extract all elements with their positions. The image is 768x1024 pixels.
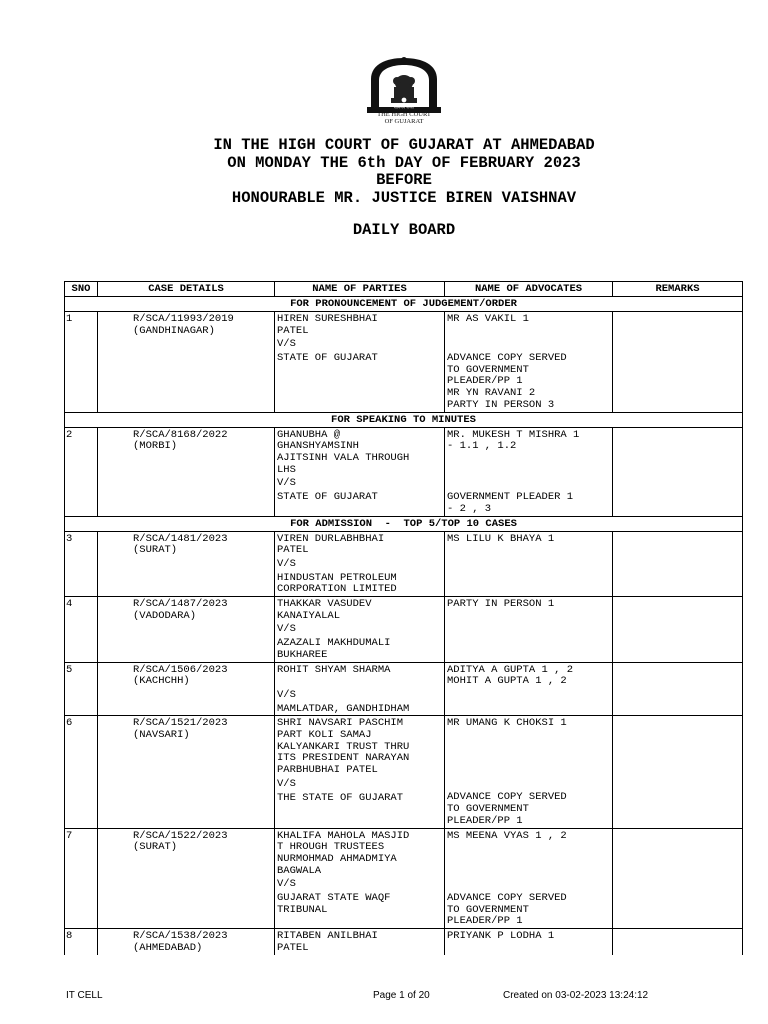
blank-line	[447, 765, 612, 777]
remarks	[613, 929, 742, 954]
text-line: BUKHAREE	[277, 648, 328, 661]
case-details	[98, 716, 275, 827]
blank-line	[447, 753, 612, 765]
text-line: R/SCA/1506/2023	[133, 663, 228, 676]
text-line: THE STATE OF GUJARAT	[277, 791, 404, 804]
justice-heading: HONOURABLE MR. JUSTICE BIREN VAISHNAV	[231, 189, 577, 207]
blank-line	[447, 478, 612, 490]
text-line: PART KOLI SAMAJ	[277, 729, 372, 742]
blank-line	[447, 573, 612, 585]
col-header-remarks: REMARKS	[655, 283, 700, 295]
blank-line	[447, 453, 612, 465]
text-line: 6	[66, 717, 73, 730]
text-line: BAGWALA	[277, 864, 322, 877]
col-header-case-details: CASE DETAILS	[98, 282, 275, 296]
text-line: STATE OF GUJARAT	[277, 491, 378, 504]
text-line: 2	[66, 428, 73, 441]
table-row	[65, 829, 742, 930]
text-line: V/S	[277, 878, 296, 891]
table-row	[65, 663, 742, 717]
text-line: 1	[66, 313, 73, 325]
text-line: (VADODARA)	[133, 609, 197, 622]
blank-line	[277, 377, 444, 389]
text-line: R/SCA/1522/2023	[133, 829, 228, 842]
blank-line	[277, 917, 444, 929]
text-line	[277, 676, 444, 688]
text-line: GHANUBHA @	[277, 428, 341, 441]
text-line: (SURAT)	[133, 841, 178, 854]
case-sno	[65, 829, 98, 929]
text-line: PARTY IN PERSON 1	[447, 598, 555, 611]
text-line: MS LILU K BHAYA 1	[447, 532, 555, 545]
case-details	[98, 929, 275, 954]
text-line: V/S	[277, 777, 296, 790]
svg-text:सत्यमेव जयते: सत्यमेव जयते	[394, 104, 414, 110]
text-line: 7	[66, 829, 73, 842]
advocate-names	[445, 428, 613, 516]
blank-line	[447, 465, 612, 477]
case-sno	[65, 929, 98, 954]
section-heading: FOR ADMISSION - TOP 5/TOP 10 CASES	[65, 517, 742, 532]
text-line: R/SCA/1481/2023	[133, 532, 228, 545]
text-line: TO GOVERNMENT	[447, 903, 529, 916]
party-names	[275, 829, 445, 929]
party-names	[275, 428, 445, 516]
case-sno	[65, 663, 98, 716]
text-line: PATEL	[277, 324, 309, 337]
section-heading: FOR PRONOUNCEMENT OF JUDGEMENT/ORDER	[65, 297, 742, 312]
footer-created-on: Created on 03-02-2023 13:24:12	[503, 990, 649, 1001]
text-line: GHANSHYAMSINH	[277, 440, 359, 453]
text-line: SHRI NAVSARI PASCHIM	[277, 717, 404, 730]
blank-line	[447, 638, 612, 650]
text-line: MAMLATDAR, GANDHIDHAM	[277, 702, 410, 715]
text-line: STATE OF GUJARAT	[277, 352, 378, 365]
party-names	[275, 532, 445, 597]
text-line: - 2 , 3	[447, 502, 492, 515]
footer-department: IT CELL	[66, 990, 103, 1001]
text-line: TO GOVERNMENT	[447, 363, 529, 376]
blank-line	[447, 879, 612, 891]
text-line: R/SCA/1538/2023	[133, 930, 228, 943]
text-line: THAKKAR VASUDEV	[277, 598, 372, 611]
text-line: LHS	[277, 463, 296, 476]
remarks	[613, 312, 742, 412]
blank-line	[447, 650, 612, 662]
case-sno	[65, 716, 98, 827]
text-line: PARTY IN PERSON 3	[447, 398, 555, 411]
text-line: ADITYA A GUPTA 1 , 2	[447, 663, 574, 676]
text-line: V/S	[277, 623, 296, 636]
blank-line	[447, 611, 612, 623]
advocate-names	[445, 716, 613, 827]
text-line: MR UMANG K CHOKSI 1	[447, 717, 567, 730]
text-line: (MORBI)	[133, 440, 178, 453]
text-line: GOVERNMENT PLEADER 1	[447, 491, 574, 504]
case-sno	[65, 312, 98, 412]
blank-line	[447, 545, 612, 557]
section-heading: FOR SPEAKING TO MINUTES	[65, 413, 742, 428]
text-line: KANAIYALAL	[277, 609, 341, 622]
table-row	[65, 312, 742, 413]
blank-line	[277, 365, 444, 377]
remarks	[613, 597, 742, 662]
text-line: MR. MUKESH T MISHRA 1	[447, 428, 580, 441]
advocate-names	[445, 312, 613, 412]
before-heading: BEFORE	[376, 171, 432, 189]
text-line: PATEL	[277, 941, 309, 954]
advocate-names	[445, 929, 613, 954]
text-line: NURMOHMAD AHMADMIYA	[277, 853, 397, 866]
text-line: KALYANKARI TRUST THRU	[277, 740, 410, 753]
text-line: TRIBUNAL	[277, 903, 328, 916]
blank-line	[447, 854, 612, 866]
case-sno	[65, 597, 98, 662]
text-line: 8	[66, 930, 73, 943]
case-details	[98, 829, 275, 929]
text-line: MR AS VAKIL 1	[447, 313, 529, 325]
text-line: ADVANCE COPY SERVED	[447, 791, 567, 804]
text-line: VIREN DURLABHBHAI	[277, 532, 385, 545]
advocate-names	[445, 829, 613, 929]
text-line: AJITSINH VALA THROUGH	[277, 452, 410, 464]
text-line: (GANDHINAGAR)	[133, 324, 215, 337]
court-heading: IN THE HIGH COURT OF GUJARAT AT AHMEDABAD	[213, 136, 595, 154]
text-line: AZAZALI MAKHDUMALI	[277, 637, 391, 650]
text-line: PLEADER/PP 1	[447, 375, 523, 388]
text-line: R/SCA/8168/2022	[133, 428, 228, 441]
col-header-parties: NAME OF PARTIES	[275, 282, 445, 296]
blank-line	[447, 339, 612, 351]
remarks	[613, 532, 742, 597]
text-line: GUJARAT STATE WAQF	[277, 892, 391, 905]
text-line: MR YN RAVANI 2	[447, 387, 536, 400]
text-line: (NAVSARI)	[133, 729, 190, 742]
text-line: 3	[66, 532, 73, 545]
text-line: 4	[66, 598, 73, 611]
text-line: CORPORATION LIMITED	[277, 583, 397, 596]
emblem-caption	[355, 111, 453, 125]
col-header-advocates: NAME OF ADVOCATES	[445, 282, 613, 296]
text-line: PRIYANK P LODHA 1	[447, 930, 555, 943]
text-line: PARBHUBHAI PATEL	[277, 764, 378, 777]
text-line: (SURAT)	[133, 544, 178, 557]
case-details	[98, 428, 275, 516]
text-line: 5	[66, 663, 73, 676]
table-body	[65, 297, 742, 955]
party-names	[275, 312, 445, 412]
text-line: RITABEN ANILBHAI	[277, 930, 378, 943]
text-line: HIREN SURESHBHAI	[277, 313, 378, 325]
party-names	[275, 663, 445, 716]
table-row	[65, 428, 742, 517]
remarks	[613, 428, 742, 516]
emblem-caption-line: OF GUJARAT	[384, 118, 424, 125]
party-names	[275, 929, 445, 954]
text-line: (KACHCHH)	[133, 675, 190, 688]
cause-list-table	[64, 281, 743, 955]
party-names	[275, 716, 445, 827]
case-sno	[65, 532, 98, 597]
table-header	[65, 282, 742, 297]
text-line: - 1.1 , 1.2	[447, 440, 517, 453]
table-row	[65, 929, 742, 954]
blank-line	[447, 730, 612, 742]
text-line: ADVANCE COPY SERVED	[447, 352, 567, 365]
date-heading: ON MONDAY THE 6th DAY OF FEBRUARY 2023	[227, 154, 581, 172]
text-line: MS MEENA VYAS 1 , 2	[447, 829, 567, 842]
text-line: HINDUSTAN PETROLEUM	[277, 571, 397, 584]
advocate-names	[445, 532, 613, 597]
text-line: PATEL	[277, 544, 309, 557]
text-line: R/SCA/11993/2019	[133, 313, 234, 325]
text-line: V/S	[277, 688, 296, 701]
text-line: ITS PRESIDENT NARAYAN	[277, 752, 410, 765]
remarks	[613, 716, 742, 827]
text-line: ROHIT SHYAM SHARMA	[277, 663, 391, 676]
blank-line	[447, 842, 612, 854]
board-title: DAILY BOARD	[352, 221, 456, 239]
text-line: MOHIT A GUPTA 1 , 2	[447, 675, 567, 688]
text-line: TO GOVERNMENT	[447, 803, 529, 816]
advocate-names	[445, 597, 613, 662]
blank-line	[277, 400, 444, 412]
blank-line	[277, 504, 444, 516]
blank-line	[447, 742, 612, 754]
blank-line	[447, 326, 612, 338]
text-line: PLEADER/PP 1	[447, 814, 523, 827]
table-row	[65, 716, 742, 828]
blank-line	[447, 584, 612, 596]
case-details	[98, 532, 275, 597]
remarks	[613, 663, 742, 716]
table-row	[65, 597, 742, 663]
case-sno	[65, 428, 98, 516]
blank-line	[277, 816, 444, 828]
text-line: R/SCA/1487/2023	[133, 598, 228, 611]
text-line: V/S	[277, 477, 296, 490]
text-line: V/S	[277, 557, 296, 570]
party-names	[275, 597, 445, 662]
blank-line	[447, 624, 612, 636]
blank-line	[447, 559, 612, 571]
blank-line	[447, 866, 612, 878]
footer-page-number: Page 1 of 20	[373, 990, 430, 1001]
blank-line	[277, 388, 444, 400]
text-line: KHALIFA MAHOLA MASJID	[277, 829, 410, 842]
blank-line	[447, 943, 612, 955]
blank-line	[447, 704, 612, 716]
text-line: ADVANCE COPY SERVED	[447, 892, 567, 905]
case-details	[98, 312, 275, 412]
remarks	[613, 829, 742, 929]
text-line: V/S	[277, 338, 296, 351]
advocate-names	[445, 663, 613, 716]
text-line: (AHMEDABAD)	[133, 941, 203, 954]
emblem-caption-line: THE HIGH COURT	[377, 111, 431, 118]
text-line: T HROUGH TRUSTEES	[277, 841, 385, 854]
table-row	[65, 532, 742, 598]
case-details	[98, 663, 275, 716]
col-header-sno: SNO	[65, 282, 98, 296]
blank-line	[277, 804, 444, 816]
text-line: PLEADER/PP 1	[447, 915, 523, 928]
case-details	[98, 597, 275, 662]
blank-line	[447, 690, 612, 702]
blank-line	[447, 779, 612, 791]
text-line: R/SCA/1521/2023	[133, 717, 228, 730]
